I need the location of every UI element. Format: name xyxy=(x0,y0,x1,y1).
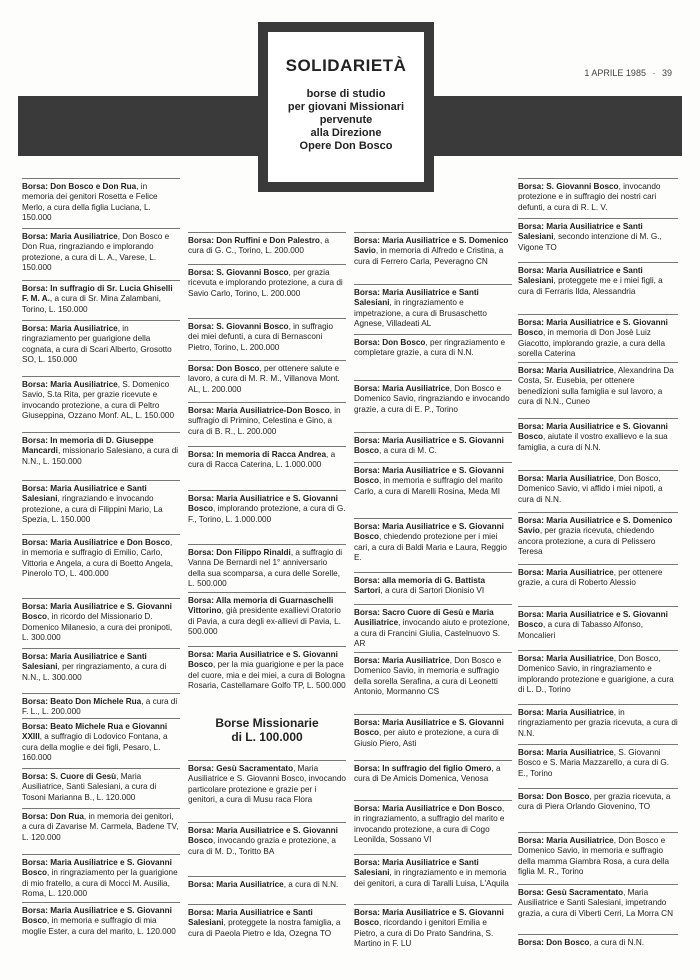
entry-label: Borsa: xyxy=(518,938,547,947)
entry-text: , proteggete la nostra famiglia, a cura di Paeola Pietro e Ida, Ozegna TO xyxy=(188,918,341,938)
entry-dedication: Maria Ausiliatrice e S. Giovanni Bosco xyxy=(518,610,668,630)
entry-dedication: Don Filippo Rinaldi xyxy=(216,548,291,557)
entry-dedication: Maria Ausiliatrice e S. Giovanni Bosco xyxy=(354,718,504,738)
entry-dedication: Alla memoria di Guarnaschelli Vittorino xyxy=(188,596,334,616)
subtitle-line: Opere Don Bosco xyxy=(299,140,393,152)
entry-label: Borsa: xyxy=(354,608,383,617)
scholarship-entry xyxy=(188,446,346,471)
entry-label: Borsa: xyxy=(22,324,51,333)
entry-text: , chiedendo protezione per i miei cari, a cura di Baldi Maria e Laura, Reggio E. xyxy=(354,532,507,563)
separator: · xyxy=(652,68,656,78)
entry-label: Borsa: xyxy=(188,596,216,605)
scholarship-entry xyxy=(518,470,678,505)
entry-label: Borsa: xyxy=(188,236,217,245)
scholarship-entry xyxy=(22,320,180,366)
entry-dedication: S. Cuore di Gesù xyxy=(50,772,117,781)
entry-text: , a cura di F. L., L. 200.000 xyxy=(22,697,178,717)
scholarship-entry xyxy=(22,280,180,315)
scholarship-entry xyxy=(22,480,180,526)
entry-label: Borsa: xyxy=(518,422,547,431)
scholarship-entry xyxy=(518,564,678,589)
entry-label: Borsa: xyxy=(22,772,51,781)
scholarship-entry xyxy=(518,744,678,779)
scholarship-entry xyxy=(22,178,180,224)
scholarship-entry xyxy=(22,432,180,467)
entry-label: Borsa: xyxy=(22,812,51,821)
scholarship-entry xyxy=(188,876,346,890)
entry-dedication: Sacro Cuore di Gesù e Maria Ausiliatrice xyxy=(354,608,494,628)
entry-text: , proteggete me e i miei figli, a cura di Ferraris Ilda, Alessandria xyxy=(518,276,663,296)
entry-label: Borsa: xyxy=(518,836,547,845)
entry-text: , già presidente exallievi Oratorio di Pavia, a cura degli ex-allievi di Pavia, L. 500.000 xyxy=(188,606,341,637)
entry-dedication: S. Giovanni Bosco xyxy=(216,268,289,277)
entry-label: Borsa: xyxy=(188,364,217,373)
entry-text: , in memoria dei genitori, a cura di Zavarise M. Carmela, Badene TV, L. 120.000 xyxy=(22,812,179,842)
entry-dedication: S. Giovanni Bosco xyxy=(546,182,619,191)
entry-label: Borsa: xyxy=(22,484,51,493)
section-heading-line: Borse Missionarie xyxy=(215,716,319,730)
entry-dedication: Don Bosco e Don Rua xyxy=(50,182,137,191)
entry-dedication: In suffragio di Sr. Lucia Ghiselli F. M. A. xyxy=(22,284,173,304)
scholarship-entry xyxy=(354,800,512,846)
entry-label: Borsa: xyxy=(518,222,547,231)
scholarship-entry xyxy=(22,768,180,803)
entry-dedication: Maria Ausiliatrice e Santi Salesiani xyxy=(354,288,479,308)
entry-text: , Alexandrina Da Costa, Sr. Eusebia, per ottenere benedizioni sulla famiglia e sul lavoro, a cura di N.N., Cuneo xyxy=(518,366,674,407)
entry-dedication: In memoria di Racca Andrea xyxy=(216,450,327,459)
entry-label: Borsa: xyxy=(518,366,547,375)
entry-text: , secondo intenzione di M. G., Vigone TO xyxy=(518,232,662,252)
entry-label: Borsa: xyxy=(354,858,383,867)
scholarship-entry xyxy=(518,178,678,213)
entry-text: , per grazia ricevuta e implorando protezione, a cura di Savio Carlo, Torino, L. 200.000 xyxy=(188,268,343,298)
scholarship-entry xyxy=(518,314,678,360)
entry-label: Borsa: xyxy=(22,538,51,547)
title-box xyxy=(258,22,434,192)
scholarship-entry xyxy=(22,693,180,718)
entry-dedication: Maria Ausiliatrice xyxy=(546,474,614,483)
entry-text: , a cura di N.N. xyxy=(283,880,339,889)
entry-label: Borsa: xyxy=(188,450,217,459)
entry-dedication: Maria Ausiliatrice e Santi Salesiani xyxy=(518,266,643,286)
entry-label: Borsa: xyxy=(518,568,547,577)
scholarship-entry xyxy=(188,544,346,590)
scholarship-entry xyxy=(188,402,346,437)
entry-dedication: Maria Ausiliatrice e Santi Salesiani xyxy=(188,908,313,928)
entry-label: Borsa: xyxy=(354,466,383,475)
scholarship-entry xyxy=(354,714,512,749)
entry-label: Borsa: xyxy=(354,718,383,727)
scholarship-entry xyxy=(518,934,678,948)
entry-dedication: Maria Ausiliatrice e Santi Salesiani xyxy=(22,484,147,504)
entry-dedication: Maria Ausiliatrice e S. Giovanni Bosco xyxy=(22,906,172,926)
entry-dedication: In suffragio del figlio Omero xyxy=(382,764,492,773)
scholarship-entry xyxy=(354,380,512,415)
entry-text: , per grazia ricevuta, a cura di Piera Orlando Giovenino, TO xyxy=(518,792,671,812)
entry-dedication: Beato Don Michele Rua xyxy=(50,697,142,706)
entry-dedication: Maria Ausiliatrice e Don Bosco xyxy=(382,804,503,813)
scholarship-entry xyxy=(188,904,346,939)
entry-label: Borsa: xyxy=(518,474,547,483)
entry-label: Borsa: xyxy=(188,826,217,835)
scholarship-entry xyxy=(22,598,180,644)
scholarship-entry xyxy=(518,884,678,919)
entry-label: Borsa: xyxy=(354,576,383,585)
scholarship-entry xyxy=(22,902,180,937)
entry-text: , in ringraziamento e impetrazione, a cura di Brusaschetto Agnese, Villadeati AL xyxy=(354,298,487,329)
entry-text: , invocando grazia e protezione, a cura di M. D., Toritto BA xyxy=(188,836,336,856)
entry-text: , a cura di De Amicis Domenica, Venosa xyxy=(354,764,501,784)
entry-dedication: Maria Ausiliatrice xyxy=(546,836,614,845)
entry-text: , Don Bosco, Domenico Savio, in ringraziamento e implorando protezione e guarigione, a cura di L. D., Torino xyxy=(518,654,674,695)
scholarship-entry xyxy=(188,490,346,525)
entry-label: Borsa: xyxy=(188,764,217,773)
scholarship-entry xyxy=(188,232,346,257)
entry-dedication: Maria Ausiliatrice xyxy=(546,654,614,663)
entry-text: , Don Bosco, Domenico Savio, vi affido i miei nipoti, a cura di N.N. xyxy=(518,474,663,504)
entry-text: , in memoria e suffragio del marito Carlo, a cura di Marelli Rosina, Meda MI xyxy=(354,476,503,496)
scholarship-entry xyxy=(188,318,346,353)
scholarship-entry xyxy=(518,362,678,408)
scholarship-entry xyxy=(518,418,678,453)
entry-dedication: Maria Ausiliatrice xyxy=(50,324,118,333)
scholarship-entry xyxy=(188,646,346,692)
entry-text: , in memoria e suffragio di Emilio, Carlo, Vittoria e Angela, a cura di Boetto Angela, Pinerolo TO, L. 400.000 xyxy=(22,538,173,579)
entry-dedication: Maria Ausiliatrice e S. Giovanni Bosco xyxy=(188,494,338,514)
entry-dedication: In memoria di D. Giuseppe Mancardi xyxy=(22,436,154,456)
entry-dedication: Maria Ausiliatrice e S. Giovanni Bosco xyxy=(354,436,504,456)
entry-label: Borsa: xyxy=(518,792,547,801)
entry-label: Borsa: xyxy=(354,804,383,813)
scholarship-entry xyxy=(354,572,512,597)
entry-text: , per aiuto e protezione, a cura di Giusio Piero, Asti xyxy=(354,728,499,748)
scholarship-entry xyxy=(518,606,678,641)
entry-text: , in suffragio dei miei defunti, a cura di Bernasconi Pietro, Torino, L. 200.000 xyxy=(188,322,334,352)
scholarship-entry xyxy=(22,718,180,764)
entry-dedication: Maria Ausiliatrice e S. Giovanni Bosco xyxy=(354,522,504,542)
entry-text: , implorando protezione, a cura di G. F., Torino, L. 1.000.000 xyxy=(188,504,346,524)
entry-label: Borsa: xyxy=(518,888,547,897)
scholarship-entry xyxy=(22,228,180,274)
entry-dedication: Don Rua xyxy=(50,812,84,821)
entry-label: Borsa: xyxy=(354,522,383,531)
entry-label: Borsa: xyxy=(354,764,383,773)
scholarship-entry xyxy=(354,432,512,457)
scholarship-entry xyxy=(354,518,512,564)
entry-text: , a cura di M. C. xyxy=(379,446,437,456)
entry-label: Borsa: xyxy=(22,906,51,915)
entry-dedication: Maria Ausiliatrice e S. Giovanni Bosco xyxy=(354,908,504,928)
scholarship-entry xyxy=(188,360,346,395)
subtitle-line: per giovani Missionari xyxy=(287,101,405,113)
entry-dedication: Maria Ausiliatrice xyxy=(50,380,118,389)
entry-dedication: Maria Ausiliatrice e S. Giovanni Bosco xyxy=(188,826,338,846)
entry-label: Borsa: xyxy=(22,232,51,241)
entry-text: , per ottenere grazie, a cura di Roberto Alessio xyxy=(518,568,663,588)
entry-text: , Don Bosco e Domenico Savio, ringraziando e invocando grazie, a cura di E. P., Torino xyxy=(354,384,510,414)
entry-dedication: Gesù Sacramentato xyxy=(216,764,294,773)
entry-text: , Don Bosco e Domenico Savio, in memoria e suffragio della sorella Serafina, a cura di Leonetti Antonio, Mormanno CS xyxy=(354,656,502,697)
entry-dedication: Maria Ausiliatrice-Don Bosco xyxy=(216,406,330,415)
entry-text: , per ringraziamento e completare grazie, a cura di N.N. xyxy=(354,338,506,358)
entry-dedication: Maria Ausiliatrice xyxy=(546,568,614,577)
entry-text: , Maria Ausiliatrice e S. Giovanni Bosco, invocando particolare protezione e grazie per i genitori, a cura di Musu raca Flora xyxy=(188,764,346,805)
entry-label: Borsa: xyxy=(354,338,383,347)
scholarship-entry xyxy=(518,218,678,253)
entry-dedication: Don Ruffini e Don Palestro xyxy=(216,236,320,245)
scholarship-entry xyxy=(188,760,346,806)
entry-text: , per ringraziamento, a cura di N.N., L. 300.000 xyxy=(22,662,167,682)
entry-label: Borsa: xyxy=(22,284,51,293)
entry-dedication: Maria Ausiliatrice xyxy=(382,384,450,393)
entry-text: , S. Domenico Savio, S.ta Rita, per grazie ricevute e invocando protezione, a cura di Peltro Giuseppina, Ozzano Monf. AL, L. 150.000 xyxy=(22,380,175,421)
entry-text: , in ringraziamento per guarigione della cognata, a cura di Scari Alberto, Grosotto SO, L. 150.000 xyxy=(22,324,172,365)
scholarship-entry xyxy=(518,512,678,558)
entry-dedication: Maria Ausiliatrice xyxy=(546,708,614,717)
scholarship-entry xyxy=(354,652,512,698)
entry-text: , a cura di Sartori Dionisio VI xyxy=(380,586,485,596)
page-number: 39 xyxy=(661,68,672,78)
entry-dedication: Maria Ausiliatrice e S. Giovanni Bosco xyxy=(188,650,338,670)
scholarship-entry xyxy=(354,462,512,497)
entry-text: , a suffragio di Vanna De Bernardi nel 1° anniversario della sua scomparsa, a cura delle Sorelle, L. 500.000 xyxy=(188,548,343,589)
entry-label: Borsa: xyxy=(188,406,217,415)
scholarship-entry xyxy=(22,376,180,422)
entry-text: , per ottenere salute e lavoro, a cura di M. R. M., Villanova Mont. AL, L. 200.000 xyxy=(188,364,340,394)
entry-label: Borsa: xyxy=(354,656,383,665)
entry-text: , per la mia guarigione e per la pace del cuore, mia e dei miei, a cura di Bologna Rosaria, Castellamare Golfo TP, L. 500.000 xyxy=(188,660,346,691)
scholarship-entry xyxy=(22,534,180,580)
entry-label: Borsa: xyxy=(518,182,547,191)
entry-dedication: Maria Ausiliatrice e Don Bosco xyxy=(50,538,171,547)
entry-label: Borsa: xyxy=(188,908,217,917)
scholarship-entry xyxy=(354,232,512,267)
page-header-info xyxy=(580,68,672,78)
entry-dedication: Maria Ausiliatrice e S. Giovanni Bosco xyxy=(354,466,504,486)
scholarship-entry xyxy=(22,854,180,900)
entry-text: , in memoria di Alfredo e Cristina, a cura di Ferrero Carla, Peveragno CN xyxy=(354,246,504,266)
scholarship-entry xyxy=(354,284,512,330)
entry-text: , Don Bosco e Don Rua, ringraziando e implorando protezione, a cura di L. A., Varese, L. 150.000 xyxy=(22,232,170,273)
scholarship-entry xyxy=(518,650,678,696)
entry-label: Borsa: xyxy=(354,288,383,297)
entry-label: Borsa: xyxy=(354,908,383,917)
entry-text: , in ringraziamento per la guarigione di mio fratello, a cura di Mocci M. Ausilia, Roma, L. 120.000 xyxy=(22,868,178,899)
entry-text: , per grazia ricevuta, chiedendo ancora protezione, a cura di Pelissero Teresa xyxy=(518,526,656,557)
entry-dedication: Maria Ausiliatrice e Santi Salesiani xyxy=(518,222,643,242)
subtitle-line: pervenute xyxy=(319,114,373,126)
scholarship-entry xyxy=(354,904,512,950)
entry-label: Borsa: xyxy=(188,880,217,889)
entry-dedication: Maria Ausiliatrice e S. Giovanni Bosco xyxy=(518,318,668,338)
entry-dedication: Don Bosco xyxy=(382,338,426,347)
entry-label: Borsa: xyxy=(518,748,547,757)
entry-text: , Maria Ausiliatrice e Santi Salesiani, impetrando grazia, a cura di Viberti Cerri, La Morra CN xyxy=(518,888,674,918)
entry-dedication: Maria Ausiliatrice e S. Domenico Savio xyxy=(354,236,509,256)
scholarship-entry xyxy=(188,822,346,857)
entry-label: Borsa: xyxy=(22,436,51,445)
entry-dedication: Maria Ausiliatrice xyxy=(216,880,284,889)
entry-text: , a cura di Sr. Mina Zalambani, Torino, L. 150.000 xyxy=(22,294,161,314)
entry-label: Borsa: xyxy=(518,708,547,717)
entry-text: , in suffragio di Primino, Celestina e Gino, a cura di B. R., L. 200.000 xyxy=(188,406,341,436)
scholarship-entry xyxy=(518,704,678,739)
entry-label: Borsa: xyxy=(188,650,217,659)
entry-label: Borsa: xyxy=(22,182,51,191)
scholarship-entry xyxy=(188,264,346,299)
subtitle-line: borse di studio xyxy=(306,88,386,100)
entry-label: Borsa: xyxy=(354,436,383,445)
entry-dedication: alla memoria di G. Battista Sartori xyxy=(354,576,486,596)
entry-label: Borsa: xyxy=(354,384,383,393)
entry-text: , Maria Ausiliatrice, Santi Salesiani, a cura di Tosoni Marianna B., L. 120.000 xyxy=(22,772,157,802)
entry-dedication: Maria Ausiliatrice xyxy=(382,656,450,665)
entry-label: Borsa: xyxy=(518,654,547,663)
entry-text: , Don Bosco e Domenico Savio, in memoria e suffragio della mamma Giambra Rosa, a cura della figlia M. R., Torino xyxy=(518,836,670,877)
entry-text: , missionario Salesiano, a cura di N.N., L. 150.000 xyxy=(22,446,179,466)
entry-text: , in ringraziamento, a suffragio del marito e invocando protezione, a cura di Cogo Leonilda, Sossano VI xyxy=(354,804,505,845)
entry-dedication: Gesù Sacramentato xyxy=(546,888,624,897)
entry-label: Borsa: xyxy=(354,236,383,245)
entry-dedication: Maria Ausiliatrice xyxy=(546,748,614,757)
header-bar-left xyxy=(18,96,258,156)
entry-label: Borsa: xyxy=(518,516,547,525)
scholarship-entry xyxy=(354,604,512,650)
entry-label: Borsa: xyxy=(518,266,547,275)
scholarship-entry xyxy=(354,334,512,359)
entry-text: , in ringraziamento per grazia ricevuta, a cura di N.N. xyxy=(518,708,678,738)
entry-label: Borsa: xyxy=(22,602,51,611)
entry-dedication: Maria Ausiliatrice e S. Domenico Savio xyxy=(518,516,673,536)
scholarship-entry xyxy=(518,832,678,878)
entry-text: , in memoria dei genitori Rosetta e Felice Merlo, a cura della figlia Luciana, L. 150.000 xyxy=(22,182,158,223)
entry-text: , a cura di N.N. xyxy=(589,938,645,947)
entry-text: , invocando protezione e in suffragio dei nostri cari defunti, a cura di R. L. V. xyxy=(518,182,661,212)
entry-dedication: Maria Ausiliatrice e Santi Salesiani xyxy=(22,652,147,672)
entry-dedication: Maria Ausiliatrice e Santi Salesiani xyxy=(354,858,479,878)
section-heading-line: di L. 100.000 xyxy=(231,730,303,744)
entry-label: Borsa: xyxy=(22,722,51,731)
entry-dedication: Maria Ausiliatrice e S. Giovanni Bosco xyxy=(518,422,668,442)
entry-text: , a cura di Tabasso Alfonso, Moncalieri xyxy=(518,620,644,640)
entry-label: Borsa: xyxy=(518,318,547,327)
scholarship-entry xyxy=(518,788,678,813)
entry-label: Borsa: xyxy=(518,610,547,619)
entry-text: , in ricordo del Missionario D. Domenico Milanesio, a cura dei pronipoti, L. 300.000 xyxy=(22,612,173,643)
scholarship-entry xyxy=(518,262,678,297)
entry-text: , ricordando i genitori Emilia e Pietro, a cura di Do Prato Sandrina, S. Martino in F. LU xyxy=(354,918,494,949)
entry-label: Borsa: xyxy=(188,548,217,557)
scholarship-entry xyxy=(22,648,180,683)
entry-label: Borsa: xyxy=(188,322,217,331)
entry-label: Borsa: xyxy=(22,380,51,389)
entry-dedication: Don Bosco xyxy=(546,938,590,947)
entry-text: , a suffragio di Lodovico Fontana, a cura della moglie e dei figli, Pesaro, L. 160.000 xyxy=(22,732,168,763)
section-heading xyxy=(188,716,346,744)
scholarship-entry xyxy=(354,760,512,785)
scholarship-entry xyxy=(188,592,346,638)
subtitle-line: alla Direzione xyxy=(310,127,382,139)
scholarship-entry xyxy=(22,808,180,843)
entry-dedication: Maria Ausiliatrice e S. Giovanni Bosco xyxy=(22,858,172,878)
entry-dedication: Beato Michele Rua e Giovanni XXIII xyxy=(22,722,168,742)
issue-date: 1 APRILE 1985 xyxy=(584,68,646,78)
entry-text: , in ringraziamento e in memoria dei genitori, a cura di Taralli Luisa, L'Aquila xyxy=(354,868,509,888)
entry-dedication: Maria Ausiliatrice xyxy=(546,366,614,375)
entry-text: , S. Giovanni Bosco e S. Maria Mazzarello, a cura di G. E., Torino xyxy=(518,748,670,778)
entry-dedication: Maria Ausiliatrice e S. Giovanni Bosco xyxy=(22,602,172,622)
entry-text: , invocando aiuto e protezione, a cura di Francini Giulia, Castelnuovo S. AR xyxy=(354,618,510,649)
entry-dedication: Maria Ausiliatrice xyxy=(50,232,118,241)
entry-label: Borsa: xyxy=(188,494,217,503)
entry-label: Borsa: xyxy=(188,268,217,277)
header-bar-right xyxy=(434,96,682,156)
entry-label: Borsa: xyxy=(22,858,51,867)
entry-label: Borsa: xyxy=(22,697,51,706)
entry-text: , in memoria e suffragio di mia moglie Ester, a cura del marito, L. 120.000 xyxy=(22,916,176,936)
entry-text: , in memoria di Don Josè Luiz Giacotto, implorando grazie, a cura della sorella Caterina xyxy=(518,328,665,359)
entry-label: Borsa: xyxy=(22,652,51,661)
scholarship-entry xyxy=(354,854,512,889)
entry-dedication: Don Bosco xyxy=(216,364,260,373)
entry-text: , a cura di Racca Caterina, L. 1.000.000 xyxy=(188,450,336,470)
entry-dedication: S. Giovanni Bosco xyxy=(216,322,289,331)
entry-text: , ringraziando e invocando protezione, a cura di Filippini Mario, La Spezia, L. 150.000 xyxy=(22,494,163,525)
entry-text: , a cura di G. C., Torino, L. 200.000 xyxy=(188,236,330,256)
page-title: SOLIDARIETÀ xyxy=(285,56,407,75)
entry-dedication: Don Bosco xyxy=(546,792,590,801)
entry-text: , aiutate il vostro exallievo e la sua famiglia, a cura di N.N. xyxy=(518,432,668,452)
page-subtitle xyxy=(268,88,424,153)
